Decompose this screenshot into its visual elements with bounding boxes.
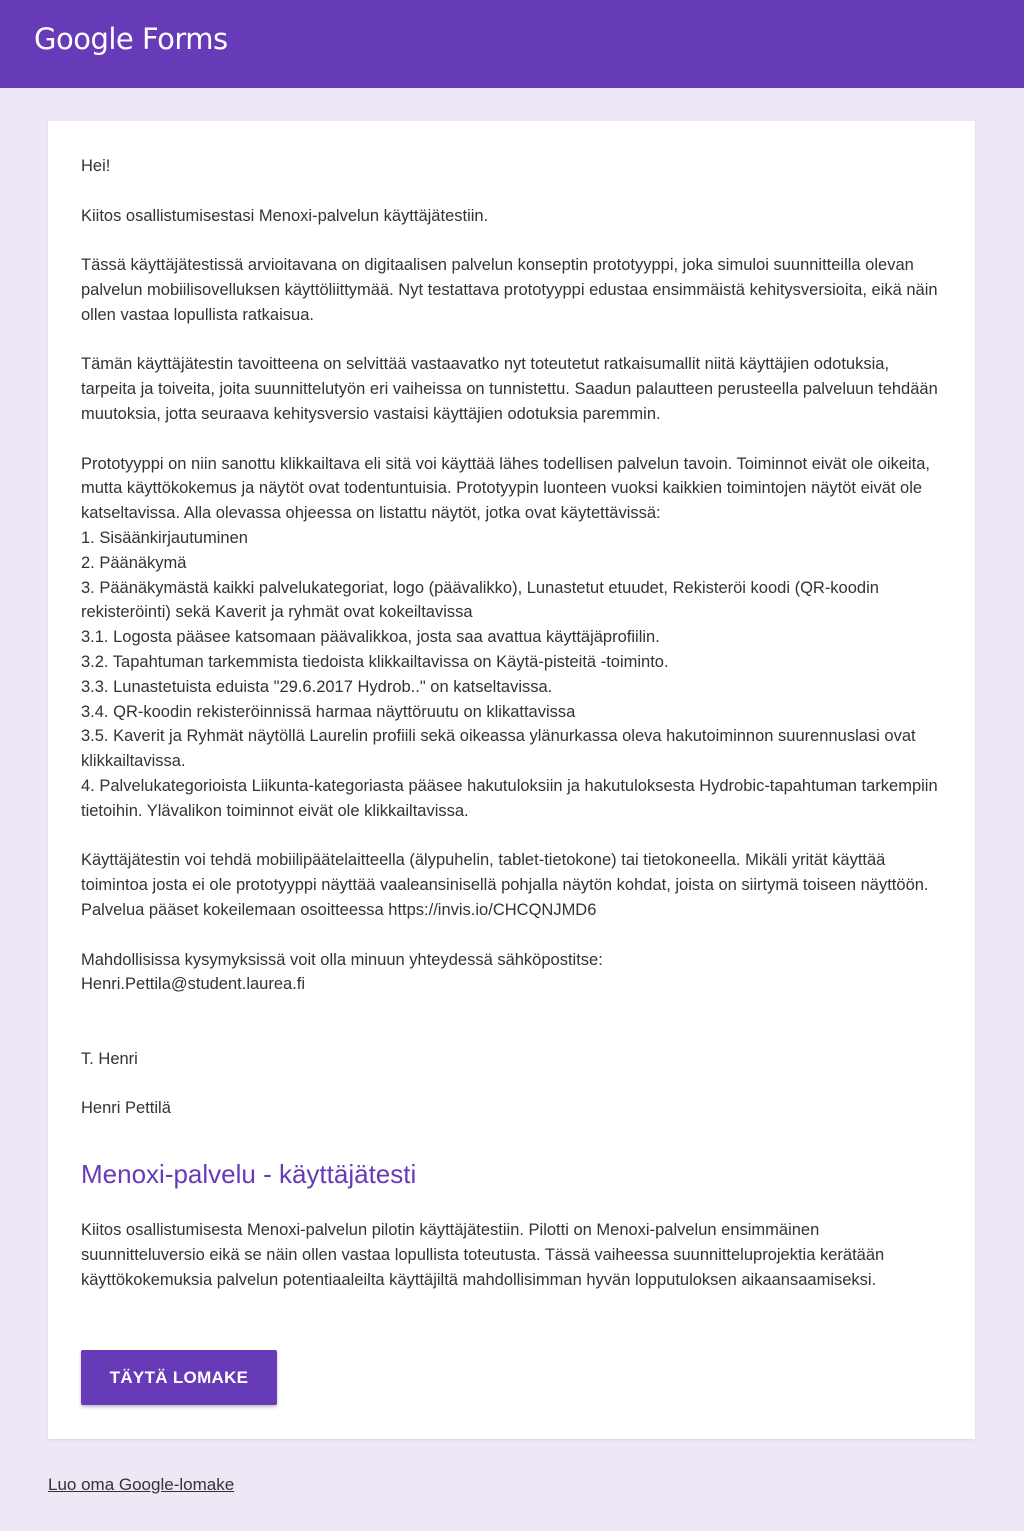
top-bar [0, 0, 1024, 88]
list-item: 3.1. Logosta pääsee katsomaan päävalikkoa, josta saa avattua käyttäjäprofiilin. [81, 628, 660, 647]
list-item: 3.2. Tapahtuman tarkemmista tiedoista klikkailtavissa on Käytä-pisteitä -toiminto. [81, 652, 669, 671]
contact-text: Mahdollisissa kysymyksissä voit olla minuun yhteydessä sähköpostitse: [81, 950, 603, 969]
form-title: Menoxi-palvelu - käyttäjätesti [81, 1159, 417, 1189]
message-body [81, 154, 946, 1121]
list-item: 3.5. Kaverit ja Ryhmät näytöllä Laurelin profiili sekä oikeassa ylänurkassa oleva hakutoiminnon suurennuslasi ovat klikkailtavissa. [81, 727, 916, 771]
list-item: 4. Palvelukategorioista Liikunta-kategoriasta pääsee hakutuloksiin ja hakutuloksesta Hydrobic-tapahtuman tarkempiin tietoihin. Ylävalikon toiminnot eivät ole klikkailtavissa. [81, 776, 938, 820]
google-forms-logo: Google Forms [34, 22, 228, 56]
screen-list [81, 526, 946, 824]
contact-email: Henri.Pettila@student.laurea.fi [81, 975, 306, 994]
greeting: Hei! [81, 157, 111, 175]
intro-paragraph: Tässä käyttäjätestissä arvioitavana on digitaalisen palvelun konseptin prototyyppi, joka simuloi suunnitteilla olevan palvelun mobiilisovelluksen käyttöliittymää. Nyt testattava prototyyppi edustaa ensimmäistä kehitysversioita, eikä näin ollen vastaa lopullista ratkaisua. [81, 256, 938, 324]
create-google-form-link[interactable]: Luo oma Google-lomake [48, 1475, 235, 1494]
prototype-paragraph: Prototyyppi on niin sanottu klikkailtava eli sitä voi käyttää lähes todellisen palvelun tavoin. Toiminnot eivät ole oikeita, mutta käyttökokemus ja näytöt ovat todentuntuisia. Prototyypin luonteen vuoksi kaikkien toimintojen näytöt eivät ole katseltavissa. Alla olevassa ohjeessa on listattu näytöt, jotka ovat käytettävissä: [81, 454, 931, 523]
email-card [48, 121, 975, 1439]
list-item: 3.3. Lunastetuista eduista "29.6.2017 Hydrob.." on katseltavissa. [81, 677, 553, 696]
list-item: 1. Sisäänkirjautuminen [81, 528, 248, 547]
list-item: 3.4. QR-koodin rekisteröinnissä harmaa näyttöruutu on klikattavissa [81, 702, 576, 721]
goal-paragraph: Tämän käyttäjätestin tavoitteena on selvittää vastaavatko nyt toteutetut ratkaisumallit niitä käyttäjien odotuksia, tarpeita ja toiveita, joita suunnittelutyön eri vaiheissa on tunnistettu. Saadun palautteen perusteella palveluun tehdään muutoksia, jotta seuraava kehitysversio vastaisi käyttäjien odotuksia paremmin. [81, 355, 938, 423]
usage-paragraph: Käyttäjätestin voi tehdä mobiilipäätelaitteella (älypuhelin, tablet-tietokone) tai tietokoneella. Mikäli yrität käyttää toimintoa josta ei ole prototyyppi näyttää vaaleansinisellä pohjalla näytön kohdat, joista on siirtymä toiseen näyttöön. Palvelua pääset kokeilemaan osoitteessa https://invis.io/CHCQNJMD6 [81, 851, 929, 919]
signature-full: Henri Pettilä [81, 1099, 171, 1118]
fill-form-button[interactable]: TÄYTÄ LOMAKE [81, 1350, 277, 1405]
list-item: 2. Päänäkymä [81, 553, 187, 572]
thanks-text: Kiitos osallistumisestasi Menoxi-palvelun käyttäjätestiin. [81, 206, 489, 225]
list-item: 3. Päänäkymästä kaikki palvelukategoriat, logo (päävalikko), Lunastetut etuudet, Rekisteröi koodi (QR-koodin rekisteröinti) sekä Kaverit ja ryhmät ovat kokeiltavissa [81, 578, 879, 622]
form-description: Kiitos osallistumisesta Menoxi-palvelun pilotin käyttäjätestiin. Pilotti on Menoxi-palvelun ensimmäinen suunnitteluversio eikä se näin ollen vastaa lopullista toteutusta. Tässä vaiheessa suunnitteluprojektia kerätään käyttökokemuksia palvelun potentiaaleilta käyttäjiltä mahdollisimman hyvän lopputuloksen aikaansaamiseksi. [81, 1221, 885, 1289]
signature-short: T. Henri [81, 1049, 138, 1068]
